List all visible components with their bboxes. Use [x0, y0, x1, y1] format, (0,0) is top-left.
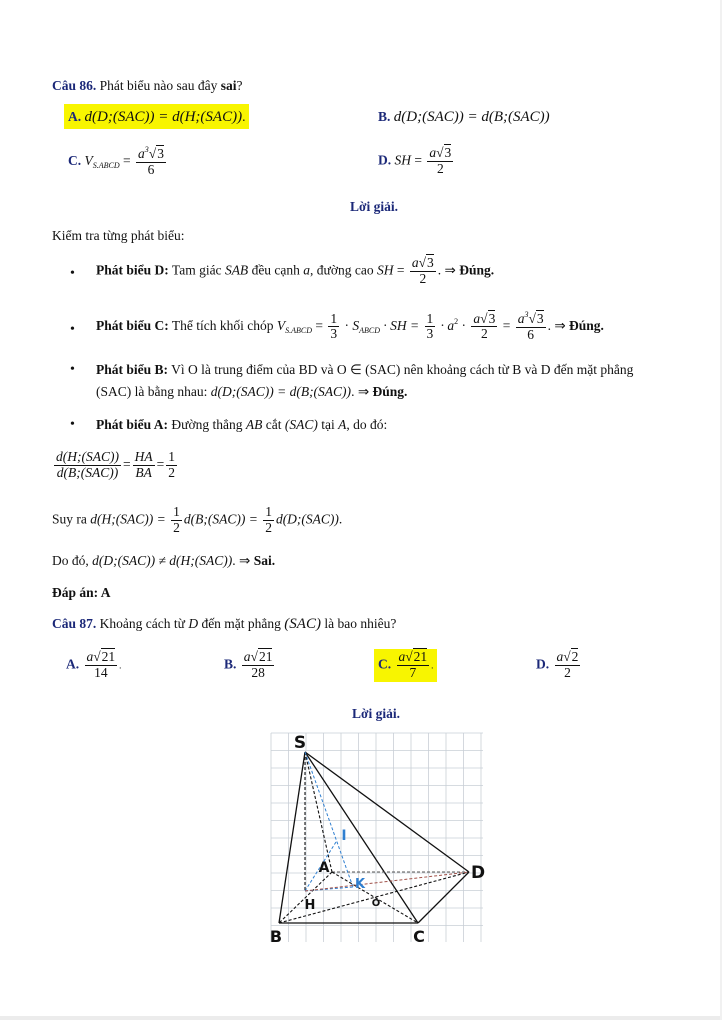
- bullet-b-line2: (SAC) là bằng nhau: d(D;(SAC)) = d(B;(SAC)). ⇒ Đúng.: [96, 384, 408, 399]
- fraction: $\frac{a^3√3}{6}$: [138, 145, 164, 177]
- bullet-dot: •: [70, 266, 75, 281]
- q86-option-d[interactable]: D. SH = $\frac{a√3}{2}$: [378, 145, 452, 176]
- vertex-label-o: O: [371, 898, 381, 909]
- option-letter: C.: [378, 656, 392, 672]
- edge-sd: [305, 752, 469, 872]
- edge-sb: [279, 752, 305, 923]
- q87-option-a[interactable]: A. $\frac{a√21}{14}$ .: [66, 649, 122, 680]
- q87-prompt: Câu 87. Khoảng cách từ D đến mặt phẳng (SAC) là bao nhiêu?: [52, 616, 397, 632]
- q86-option-a[interactable]: A. d(D;(SAC)) = d(H;(SAC)).: [64, 104, 249, 129]
- q86-label: Câu 86.: [52, 78, 97, 93]
- bullet-dot: •: [70, 362, 75, 377]
- q86-option-b[interactable]: B. d(D;(SAC)) = d(B;(SAC)): [378, 109, 550, 125]
- option-letter: B.: [224, 656, 237, 672]
- suy-ra-line: Suy ra d(H;(SAC)) = $\frac{1}{2}$ d(B;(SAC)) = $\frac{1}{2}$ d(D;(SAC)).: [52, 504, 343, 535]
- vertex-label-d: D: [470, 863, 486, 883]
- option-letter: A.: [66, 656, 80, 672]
- q87-solution-title: Lời giải.: [352, 706, 400, 721]
- bullet-c: Phát biểu C: Thể tích khối chóp $V_{S.ABCD}$ = $\frac{1}{3}$ · $S_{ABCD}$ · SH = $\frac{1}{3}$ · $a^2$ · $\frac{a√3}{2}$ = $\frac{a^3√3}{6}$ . ⇒ Đúng.: [96, 310, 604, 342]
- vertex-label-i: I: [341, 828, 347, 844]
- do-do-line: Do đó, d(D;(SAC)) ≠ d(H;(SAC)). ⇒ Sai.: [52, 553, 276, 568]
- vertex-label-a: A: [318, 860, 330, 876]
- vertex-label-b: B: [269, 927, 283, 946]
- bullet-b-line1: Phát biểu B: Vì O là trung điểm của BD và O ∈ (SAC) nên khoảng cách từ B và D đến mặt phẳng: [96, 362, 634, 377]
- vertex-label-c: C: [413, 927, 425, 946]
- edge-sc: [305, 752, 418, 923]
- q86-option-c[interactable]: C. $V_{S.ABCD}$ = $\frac{a^3√3}{6}$: [68, 145, 164, 177]
- edge-sa: [305, 752, 332, 872]
- fraction: $\frac{a√3}{2}$: [429, 145, 452, 176]
- vertex-label-s: S: [293, 733, 307, 753]
- bullet-dot: •: [70, 322, 75, 337]
- q87-option-c[interactable]: C. $\frac{a√21}{7}$ .: [374, 649, 437, 682]
- fraction: $\frac{a√2}{2}$: [556, 649, 579, 680]
- vertex-label-h: H: [304, 898, 316, 913]
- page-bottom-border: [0, 1016, 722, 1020]
- line-hd: [305, 872, 469, 891]
- bullet-dot: •: [70, 417, 75, 432]
- bullet-a: Phát biểu A: Đường thẳng AB cắt (SAC) tại A, do đó:: [96, 417, 388, 432]
- fraction: $\frac{a√21}{7}$: [398, 649, 428, 680]
- bullet-d: Phát biểu D: Tam giác SAB đều cạnh a, đường cao SH = $\frac{a√3}{2}$ . ⇒ Đúng.: [96, 255, 495, 286]
- fraction: $\frac{a√21}{28}$: [243, 649, 273, 680]
- fraction: $\frac{a√21}{14}$: [86, 649, 116, 680]
- vertex-label-k: K: [354, 877, 366, 892]
- option-letter: D.: [536, 656, 550, 672]
- q86-prompt: Câu 86. Phát biểu nào sau đây sai?: [52, 78, 243, 93]
- answer-86: Đáp án: A: [52, 585, 111, 600]
- edge-cd: [418, 872, 469, 923]
- q86-intro: Kiểm tra từng phát biểu:: [52, 228, 185, 243]
- q86-solution-title: Lời giải.: [350, 199, 398, 214]
- ratio-equation: $\frac{\text{d(H;(SAC))}}{\text{d(B;(SAC))}}$ = $\frac{HA}{BA}$ = $\frac{1}{2}$: [56, 449, 175, 480]
